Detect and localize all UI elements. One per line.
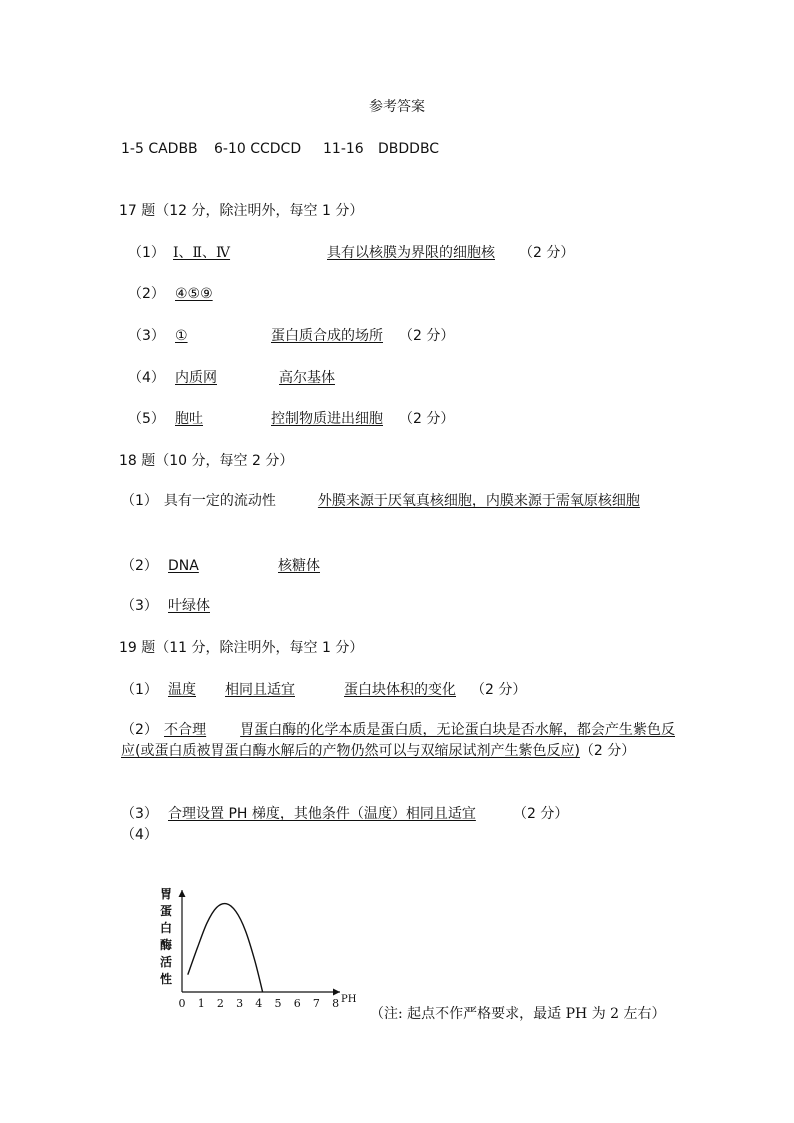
q18-r2-num: （2） (121, 558, 158, 574)
q19-r2-answer-2: 胃蛋白酶的化学本质是蛋白质，无论蛋白块是否水解，都会产生紫色反应(或蛋白质被胃蛋白酶水解后的产物仍然可以与双缩尿试剂产生紫色反应) (121, 722, 676, 759)
y-label-char: 性 (160, 972, 173, 986)
q17-r5-answer-1: 胞吐 (175, 411, 203, 427)
q18-r1-answer-1: 具有一定的流动性 (163, 493, 276, 509)
q18-heading: 18 题（10 分，每空 2 分） (119, 453, 294, 469)
x-tick-label: 2 (216, 997, 224, 1010)
x-tick-label: 5 (274, 997, 282, 1010)
q19-r3-note: （2 分） (513, 806, 569, 822)
q17-r5-num: （5） (128, 411, 165, 427)
q19-r2 (121, 720, 675, 762)
q17-r4-num: （4） (128, 370, 165, 386)
x-axis-arrow (333, 989, 340, 996)
q17-r3-answer-1: ① (175, 328, 188, 344)
q17-r1-note: （2 分） (519, 245, 575, 261)
q19-r1-note: （2 分） (471, 682, 527, 698)
q19-r3-answer-1: 合理设置 PH 梯度，其他条件（温度）相同且适宜 (168, 806, 476, 822)
q17-r4-answer-1: 内质网 (175, 370, 217, 386)
x-tick-label: 8 (332, 997, 340, 1010)
q19-heading: 19 题（11 分，除注明外，每空 1 分） (119, 640, 364, 656)
x-axis-label: PH (341, 994, 357, 1005)
q19-r2-note: （2 分） (579, 743, 636, 759)
q18-r3-num: （3） (121, 598, 158, 614)
q19-r1-answer-1: 温度 (168, 682, 196, 698)
q19-r3-num: （3） (121, 806, 158, 822)
q17-r2-num: （2） (128, 286, 165, 302)
q19-r1-num: （1） (121, 682, 158, 698)
choice-group-2: 6-10 CCDCD (214, 141, 302, 157)
q19-r4-num: （4） (121, 827, 158, 843)
y-label-char: 蛋 (160, 904, 173, 918)
q17-r2-answer-1: ④⑤⑨ (175, 286, 213, 302)
q19-r1-answer-3: 蛋白块体积的变化 (344, 682, 456, 698)
figure-note: （注: 起点不作严格要求，最适 PH 为 2 左右） (370, 1006, 666, 1022)
x-tick-label: 3 (236, 997, 244, 1010)
x-tick-label: 7 (312, 997, 320, 1010)
q17-r1-num: （1） (128, 245, 165, 261)
q19-r1-answer-2: 相同且适宜 (225, 682, 295, 698)
x-tick-label: 0 (178, 997, 186, 1010)
q18-r1-answer-2: 外膜来源于厌氧真核细胞，内膜来源于需氧原核细胞 (317, 493, 640, 509)
x-tick-label: 6 (293, 997, 301, 1010)
q17-r5-answer-2: 控制物质进出细胞 (271, 411, 383, 427)
q19-r2-num: （2） (121, 722, 158, 738)
q17-r4-answer-2: 高尔基体 (279, 370, 335, 386)
q17-r1-answer-1: Ⅰ、Ⅱ、Ⅳ (173, 245, 231, 261)
y-label-char: 胃 (160, 887, 173, 901)
q17-heading: 17 题（12 分，除注明外，每空 1 分） (119, 203, 364, 219)
page-title: 参考答案 (369, 99, 425, 115)
q17-r1-answer-2: 具有以核膜为界限的细胞核 (327, 245, 495, 261)
q17-r3-answer-2: 蛋白质合成的场所 (271, 328, 383, 344)
q18-r1 (121, 491, 675, 512)
q19-r2-answer-1: 不合理 (164, 722, 207, 738)
x-tick-label: 1 (197, 997, 205, 1010)
q18-r1-num: （1） (121, 493, 158, 509)
y-label-char: 酶 (160, 938, 173, 952)
q18-r3-answer-1: 叶绿体 (168, 598, 210, 614)
q17-r5-note: （2 分） (399, 411, 455, 427)
choice-group-3-answers: DBDDBC (378, 141, 440, 157)
q17-r3-num: （3） (128, 328, 165, 344)
x-tick-labels (179, 997, 340, 1010)
y-axis-label (160, 887, 172, 986)
choice-group-1: 1-5 CADBB (121, 141, 198, 157)
y-label-char: 白 (160, 921, 173, 935)
q18-r2-answer-2: 核糖体 (278, 558, 320, 574)
activity-curve (188, 904, 263, 992)
x-tick-label: 4 (255, 997, 263, 1010)
y-label-char: 活 (160, 955, 173, 969)
enzyme-activity-chart (160, 880, 370, 1015)
q17-r3-note: （2 分） (399, 328, 455, 344)
q18-r2-answer-1: DNA (168, 558, 199, 574)
choice-group-3: 11-16 (323, 141, 364, 157)
y-axis-arrow (179, 890, 186, 897)
